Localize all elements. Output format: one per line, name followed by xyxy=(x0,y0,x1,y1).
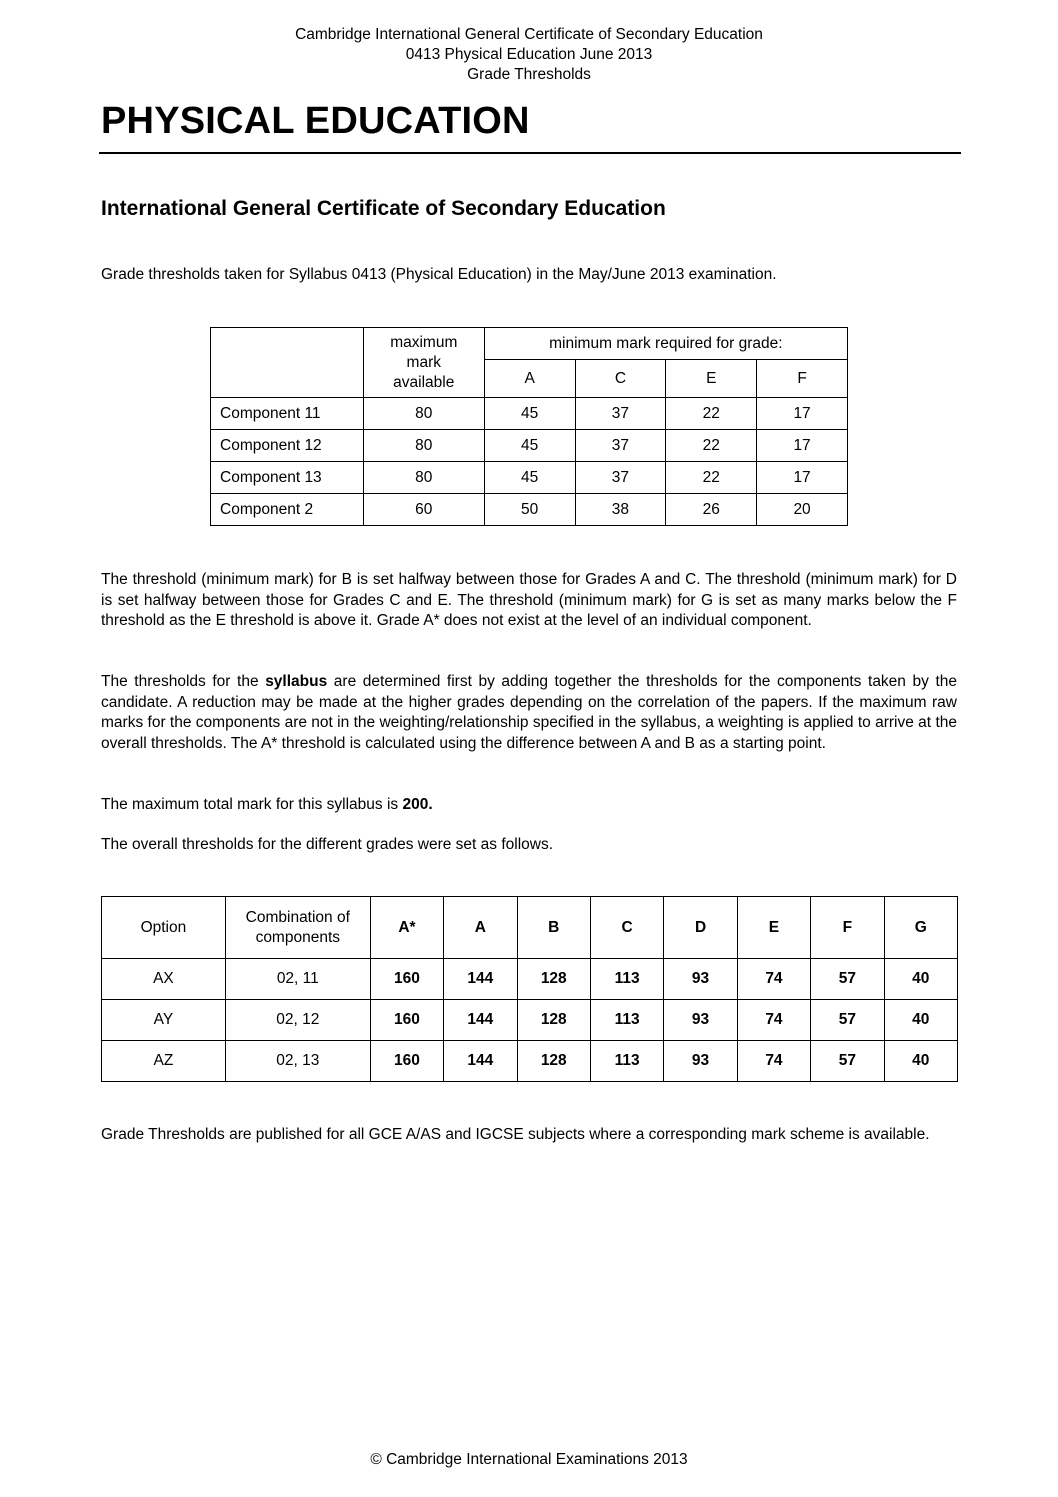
grade-header: A* xyxy=(370,897,443,959)
max-mark-header-line: maximum xyxy=(390,333,458,351)
max-mark-cell: 80 xyxy=(363,430,484,462)
threshold-cell: 40 xyxy=(884,1041,957,1082)
table-row xyxy=(211,494,848,526)
threshold-cell: 128 xyxy=(517,1000,590,1041)
header-line-3: Grade Thresholds xyxy=(467,66,591,83)
table-row xyxy=(211,430,848,462)
max-mark-cell: 80 xyxy=(363,398,484,430)
max-mark-header-line: mark xyxy=(406,353,441,371)
paragraph-syllabus-thresholds xyxy=(101,672,957,754)
grade-header: G xyxy=(884,897,957,959)
grade-header: A xyxy=(444,897,517,959)
row-label: Component 11 xyxy=(211,398,364,430)
max-mark-cell: 80 xyxy=(363,462,484,494)
threshold-cell: 74 xyxy=(737,1000,810,1041)
text-span: are determined first by adding together the thresholds for the components taken by the candidate. A reduction may be made at the higher grades depending on the correlation of the papers. If the maximum raw marks for the components are not in the weighting/relationship specified in the syllabus, a weighting is applied to arrive at the overall thresholds. The A* threshold is calculated using the difference between A and B as a starting point. xyxy=(101,673,958,752)
table-row xyxy=(102,1000,958,1041)
paragraph-b-d-g-thresholds: The threshold (minimum mark) for B is set halfway between those for Grades A and C. The threshold (minimum mark) for D is set halfway between those for Grades C and E. The threshold (minimum mark) for G is set as many marks below the F threshold as the E threshold is above it. Grade A* does not exist at the level of an individual component. xyxy=(101,571,957,629)
threshold-cell: 40 xyxy=(884,1000,957,1041)
table-row xyxy=(211,398,848,430)
threshold-cell: 22 xyxy=(666,462,757,494)
empty-header-cell xyxy=(211,328,364,398)
threshold-cell: 40 xyxy=(884,959,957,1000)
table-row xyxy=(102,959,958,1000)
threshold-cell: 37 xyxy=(575,430,666,462)
overall-thresholds-table xyxy=(101,896,958,1082)
threshold-cell: 22 xyxy=(666,398,757,430)
threshold-cell: 37 xyxy=(575,398,666,430)
option-cell: AX xyxy=(102,959,226,1000)
combination-cell: 02, 12 xyxy=(225,1000,370,1041)
header-line-2: 0413 Physical Education June 2013 xyxy=(405,46,653,63)
threshold-cell: 17 xyxy=(757,398,848,430)
option-cell: AY xyxy=(102,1000,226,1041)
threshold-cell: 128 xyxy=(517,959,590,1000)
threshold-cell: 17 xyxy=(757,462,848,494)
row-label: Component 2 xyxy=(211,494,364,526)
threshold-cell: 57 xyxy=(811,1041,884,1082)
row-label: Component 13 xyxy=(211,462,364,494)
grade-header: B xyxy=(517,897,590,959)
threshold-cell: 45 xyxy=(484,398,575,430)
threshold-cell: 160 xyxy=(370,1041,443,1082)
grade-header-e: E xyxy=(666,360,757,398)
threshold-cell: 93 xyxy=(664,1041,737,1082)
page-subtitle: International General Certificate of Secondary Education xyxy=(101,197,666,220)
max-mark-header-line: available xyxy=(393,373,455,391)
paragraph-overall-intro: The overall thresholds for the different grades were set as follows. xyxy=(101,836,554,853)
threshold-cell: 113 xyxy=(590,1000,663,1041)
max-mark-cell: 60 xyxy=(363,494,484,526)
threshold-cell: 26 xyxy=(666,494,757,526)
option-header: Option xyxy=(102,897,226,959)
grade-header: F xyxy=(811,897,884,959)
title-divider xyxy=(99,152,961,154)
threshold-cell: 93 xyxy=(664,959,737,1000)
bold-text: syllabus xyxy=(265,673,328,690)
threshold-cell: 160 xyxy=(370,1000,443,1041)
component-thresholds-table xyxy=(210,327,848,526)
grade-header-c: C xyxy=(575,360,666,398)
table-header-row xyxy=(102,897,958,959)
threshold-cell: 144 xyxy=(444,1000,517,1041)
text-span: The thresholds for the xyxy=(101,673,266,690)
threshold-cell: 38 xyxy=(575,494,666,526)
threshold-cell: 57 xyxy=(811,1000,884,1041)
threshold-cell: 22 xyxy=(666,430,757,462)
table-row xyxy=(102,1041,958,1082)
table-row xyxy=(211,462,848,494)
page-title: PHYSICAL EDUCATION xyxy=(101,100,530,142)
document-header xyxy=(0,25,1058,85)
threshold-cell: 144 xyxy=(444,959,517,1000)
intro-text: Grade thresholds taken for Syllabus 0413 (Physical Education) in the May/June 2013 examination. xyxy=(101,266,777,283)
threshold-cell: 74 xyxy=(737,959,810,1000)
threshold-cell: 37 xyxy=(575,462,666,494)
threshold-cell: 93 xyxy=(664,1000,737,1041)
paragraph-max-total xyxy=(101,795,957,816)
threshold-cell: 45 xyxy=(484,462,575,494)
combination-cell: 02, 11 xyxy=(225,959,370,1000)
threshold-cell: 45 xyxy=(484,430,575,462)
grade-header: D xyxy=(664,897,737,959)
threshold-cell: 50 xyxy=(484,494,575,526)
combination-header-line: Combination of xyxy=(245,908,350,926)
row-label: Component 12 xyxy=(211,430,364,462)
threshold-cell: 128 xyxy=(517,1041,590,1082)
max-mark-header xyxy=(363,328,484,398)
grade-header: E xyxy=(737,897,810,959)
header-line-1: Cambridge International General Certificate of Secondary Education xyxy=(295,26,763,43)
grade-header: C xyxy=(590,897,663,959)
threshold-cell: 57 xyxy=(811,959,884,1000)
threshold-cell: 160 xyxy=(370,959,443,1000)
combination-header-line: components xyxy=(255,928,341,946)
threshold-cell: 17 xyxy=(757,430,848,462)
text-span: The maximum total mark for this syllabus is xyxy=(101,796,403,813)
combination-header xyxy=(225,897,370,959)
threshold-cell: 74 xyxy=(737,1041,810,1082)
threshold-cell: 113 xyxy=(590,959,663,1000)
copyright-footer: © Cambridge International Examinations 2013 xyxy=(370,1451,688,1468)
combination-cell: 02, 13 xyxy=(225,1041,370,1082)
grade-header-a: A xyxy=(484,360,575,398)
grade-header-f: F xyxy=(757,360,848,398)
threshold-cell: 144 xyxy=(444,1041,517,1082)
threshold-cell: 20 xyxy=(757,494,848,526)
threshold-cell: 113 xyxy=(590,1041,663,1082)
bold-text: 200. xyxy=(402,796,433,813)
grade-group-header: minimum mark required for grade: xyxy=(484,328,847,360)
option-cell: AZ xyxy=(102,1041,226,1082)
paragraph-publication-note: Grade Thresholds are published for all GCE A/AS and IGCSE subjects where a corresponding mark scheme is available. xyxy=(101,1126,930,1143)
